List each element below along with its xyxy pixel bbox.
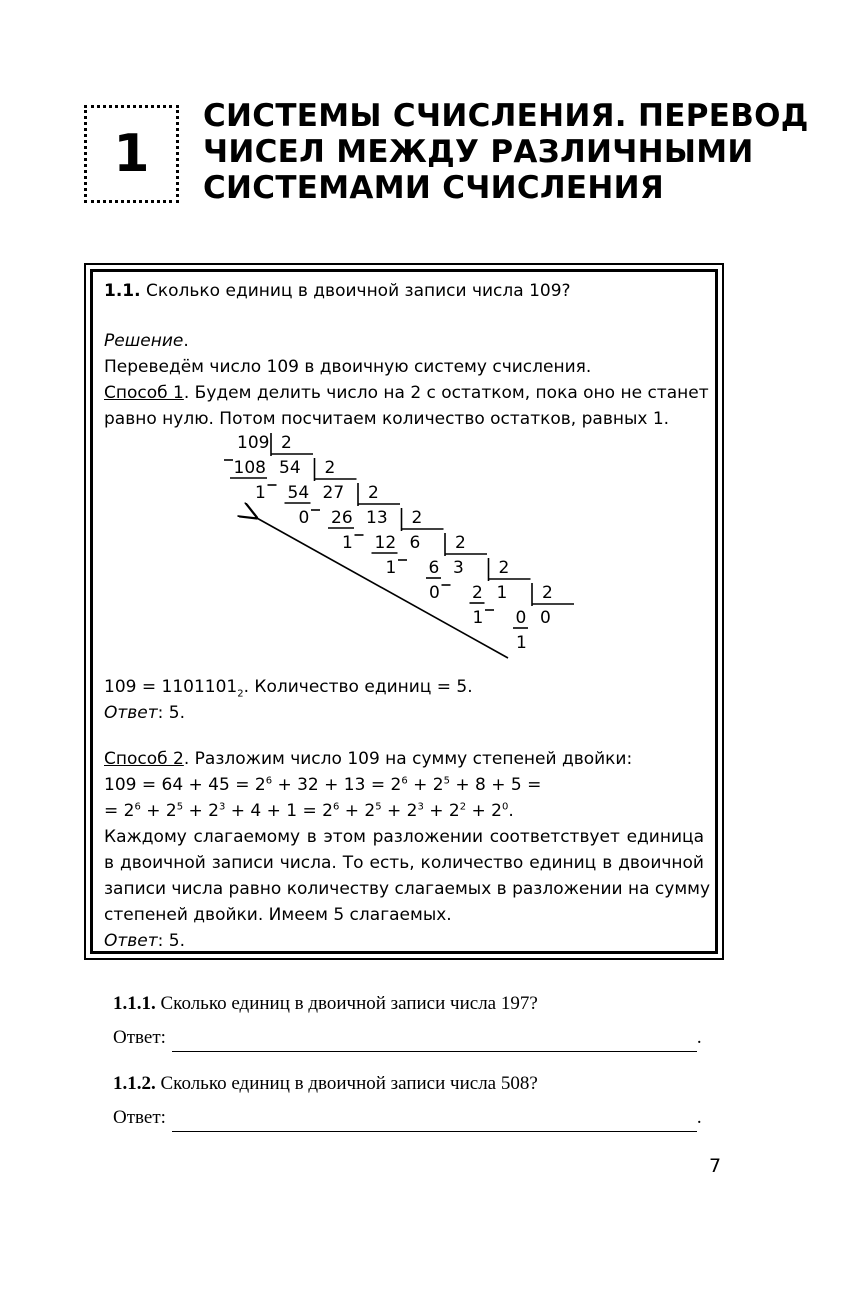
remainder: 1: [255, 483, 266, 503]
subtrahend: 0: [515, 608, 527, 628]
answer-2: Ответ: 5.: [104, 931, 186, 951]
binary-result: $109 = 1101101_2$. Количество единиц = 5.: [104, 677, 473, 700]
solution-intro: Переведём число 109 в двоичную систему счисления.: [104, 357, 592, 377]
exercise-number: 1.1.2.: [113, 1073, 156, 1094]
divisor: 2: [281, 433, 292, 453]
divisor: 2: [368, 483, 379, 503]
method1-text: . Будем делить число на 2 с остатком, пока оно не станет: [183, 383, 709, 403]
dividend: 109: [237, 433, 270, 453]
exercise-1: 1.1.1. Сколько единиц в двоичной записи числа 197? Ответ: .: [113, 990, 733, 1052]
answer-input-line[interactable]: [172, 1112, 697, 1132]
divisor: 2: [542, 583, 553, 603]
method1-line2: равно нулю. Потом посчитаем количество остатков, равных 1.: [104, 409, 670, 429]
solution-label: Решение: [104, 331, 184, 351]
subtrahend: 2: [472, 583, 483, 603]
answer-1: Ответ: 5.: [104, 703, 186, 723]
example-number: 1.1.: [104, 281, 141, 301]
subtrahend: 6: [428, 558, 440, 578]
division-steps: [224, 433, 574, 653]
divisor: 2: [411, 508, 423, 528]
chapter-number: 1: [113, 124, 150, 184]
subtrahend: 54: [287, 483, 310, 503]
exercise-2: 1.1.2. Сколько единиц в двоичной записи числа 508? Ответ: .: [113, 1070, 733, 1132]
result-block: [104, 674, 704, 726]
quotient: 13: [366, 508, 388, 528]
method2-equation-1: $109 = 64 + 45 = 2^6 + 32 + 13 = 2^6 + 2^5 + 8 + 5$ =: [104, 775, 542, 795]
quotient: 6: [409, 533, 421, 553]
method2-equation-2: = $2^6 + 2^5 + 2^3 + 4 + 1 = 2^6 + 2^5 + 2^3 + 2^2 + 2^0$.: [104, 801, 514, 821]
exercise-number: 1.1.1.: [113, 993, 156, 1014]
solution-block: Решение. Переведём число 109 в двоичную систему счисления. Способ 1. Будем делить число на 2 с остатком, пока оно не станет равно нулю. Потом посчитаем количество остатков, равных 1.: [104, 328, 704, 432]
remainder: 1: [342, 533, 353, 553]
quotient: 27: [322, 483, 345, 503]
quotient: 54: [279, 458, 301, 478]
explain-line: степеней двойки. Имеем 5 слагаемых.: [104, 905, 452, 925]
final-quotient: 0: [540, 608, 551, 628]
exercise-question: Сколько единиц в двоичной записи числа 508?: [160, 1073, 538, 1094]
chapter-title-line: ЧИСЕЛ МЕЖДУ РАЗЛИЧНЫМИ: [203, 134, 754, 170]
answer-label: Ответ:: [113, 1027, 166, 1048]
explain-line: в двоичной записи числа. То есть, количество единиц в двоичной: [104, 853, 704, 873]
quotient: 3: [453, 558, 464, 578]
example-question-text: Сколько единиц в двоичной записи числа 109?: [145, 281, 571, 301]
page-number: 7: [709, 1155, 722, 1177]
method1-label: Способ 1: [104, 383, 184, 403]
method2-label: Способ 2: [104, 749, 184, 769]
subtrahend: 26: [331, 508, 353, 528]
method2-block: [104, 746, 711, 954]
quotient: 1: [496, 583, 508, 603]
remainder: 0: [429, 583, 440, 603]
divisor: 2: [324, 458, 336, 478]
explain-line: записи числа равно количеству слагаемых в разложении на сумму: [104, 879, 711, 899]
exercise-question: Сколько единиц в двоичной записи числа 197?: [160, 993, 538, 1014]
answer-input-line[interactable]: [172, 1032, 697, 1052]
divisor: 2: [498, 558, 510, 578]
subtrahend: 12: [374, 533, 397, 553]
subtrahend: 108: [233, 458, 266, 478]
chapter-title-line: СИСТЕМЫ СЧИСЛЕНИЯ. ПЕРЕВОД: [203, 98, 809, 134]
chapter-title-line: СИСТЕМАМИ СЧИСЛЕНИЯ: [203, 170, 665, 206]
method2-intro: Способ 2. Разложим число 109 на сумму степеней двойки:: [104, 749, 633, 769]
explain-line: Каждому слагаемому в этом разложении соответствует единица: [104, 827, 704, 847]
remainder: 1: [472, 608, 484, 628]
answer-label: Ответ:: [113, 1107, 166, 1128]
divisor: 2: [455, 533, 466, 553]
remainder: 1: [516, 633, 527, 653]
remainder: 0: [298, 508, 310, 528]
remainder: 1: [385, 558, 397, 578]
